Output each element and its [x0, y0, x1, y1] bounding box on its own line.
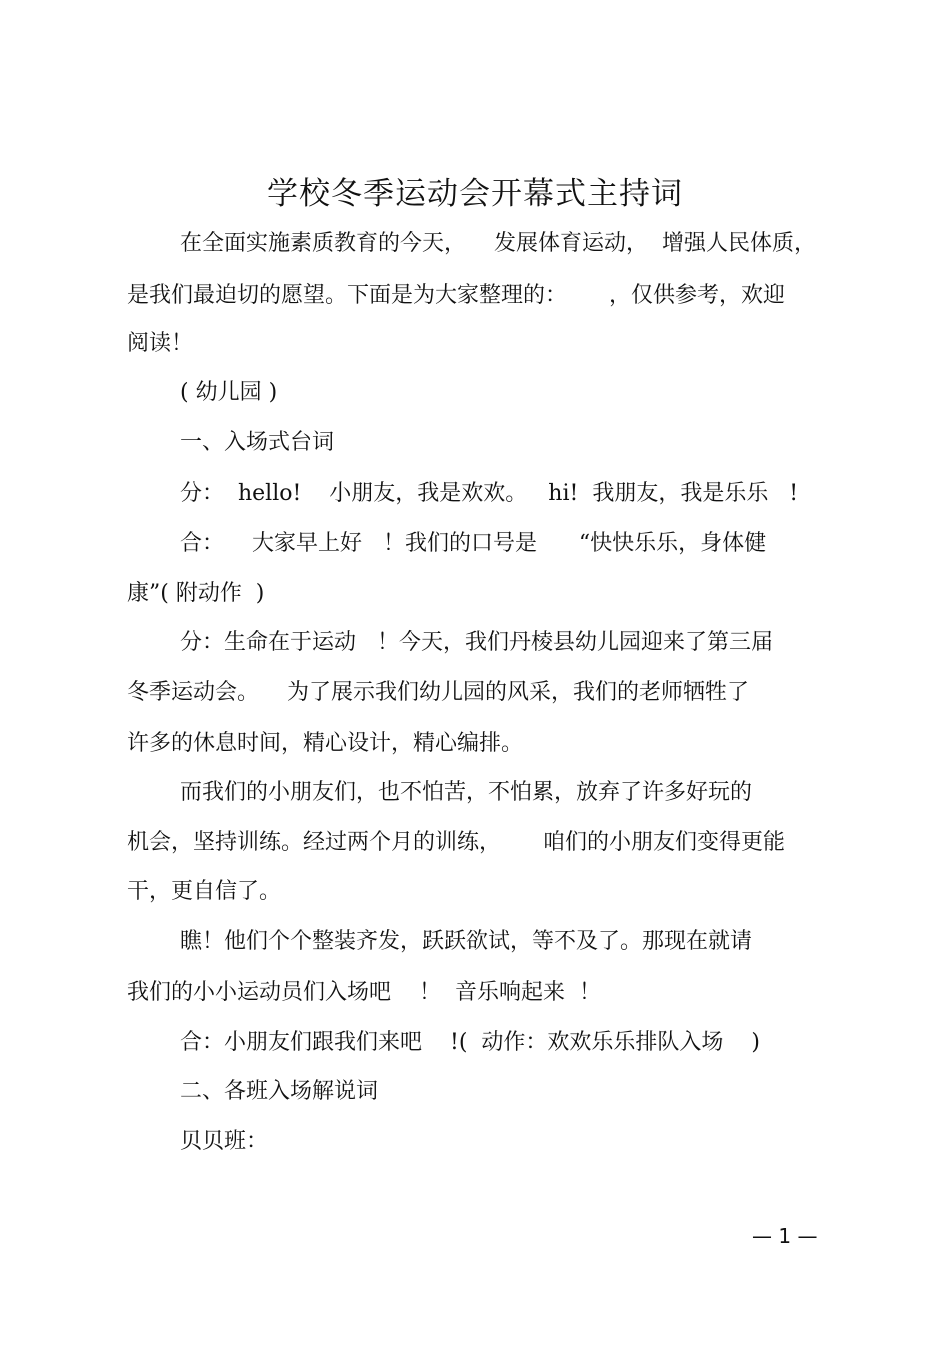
paragraph-line: 干，更自信了。	[127, 879, 282, 904]
paragraph-line: 我们的小小运动员们入场吧 ！ 音乐响起来 ！	[127, 980, 601, 1005]
paragraph-line: 合：小朋友们跟我们来吧 !( 动作：欢欢乐乐排队入场 )	[180, 1030, 760, 1055]
document-title: 学校冬季运动会开幕式主持词	[267, 176, 683, 212]
section-heading: 一、入场式台词	[180, 430, 335, 455]
paragraph-line: 贝贝班：	[180, 1129, 269, 1154]
paragraph-line: 而我们的小朋友们，也不怕苦，不怕累，放弃了许多好玩的	[180, 780, 753, 805]
paragraph-line: 许多的休息时间，精心设计，精心编排。	[127, 731, 524, 756]
paragraph-line: 机会，坚持训练。经过两个月的训练， 咱们的小朋友们变得更能	[127, 830, 785, 855]
paragraph-line: 在全面实施素质教育的今天， 发展体育运动， 增强人民体质，	[180, 231, 816, 256]
paragraph-line: 冬季运动会。 为了展示我们幼儿园的风采，我们的老师牺牲了	[127, 680, 749, 705]
paragraph-line: 康”( 附动作 )	[127, 581, 265, 606]
paragraph-line: 合： 大家早上好 ！我们的口号是 “快快乐乐，身体健	[180, 531, 767, 556]
paragraph-line: 分： hello! 小朋友，我是欢欢。 hi! 我朋友，我是乐乐 !	[180, 481, 799, 506]
page-number: — 1 —	[752, 1224, 818, 1248]
paragraph-line: 阅读！	[127, 331, 194, 356]
section-label: ( 幼儿园 )	[180, 380, 278, 405]
paragraph-line: 分：生命在于运动 ！今天，我们丹棱县幼儿园迎来了第三届	[180, 630, 773, 655]
section-heading: 二、各班入场解说词	[180, 1079, 379, 1104]
paragraph-line: 是我们最迫切的愿望。下面是为大家整理的： ，仅供参考，欢迎	[127, 283, 785, 308]
paragraph-line: 瞧！他们个个整装齐发，跃跃欲试，等不及了。那现在就请	[180, 929, 753, 954]
